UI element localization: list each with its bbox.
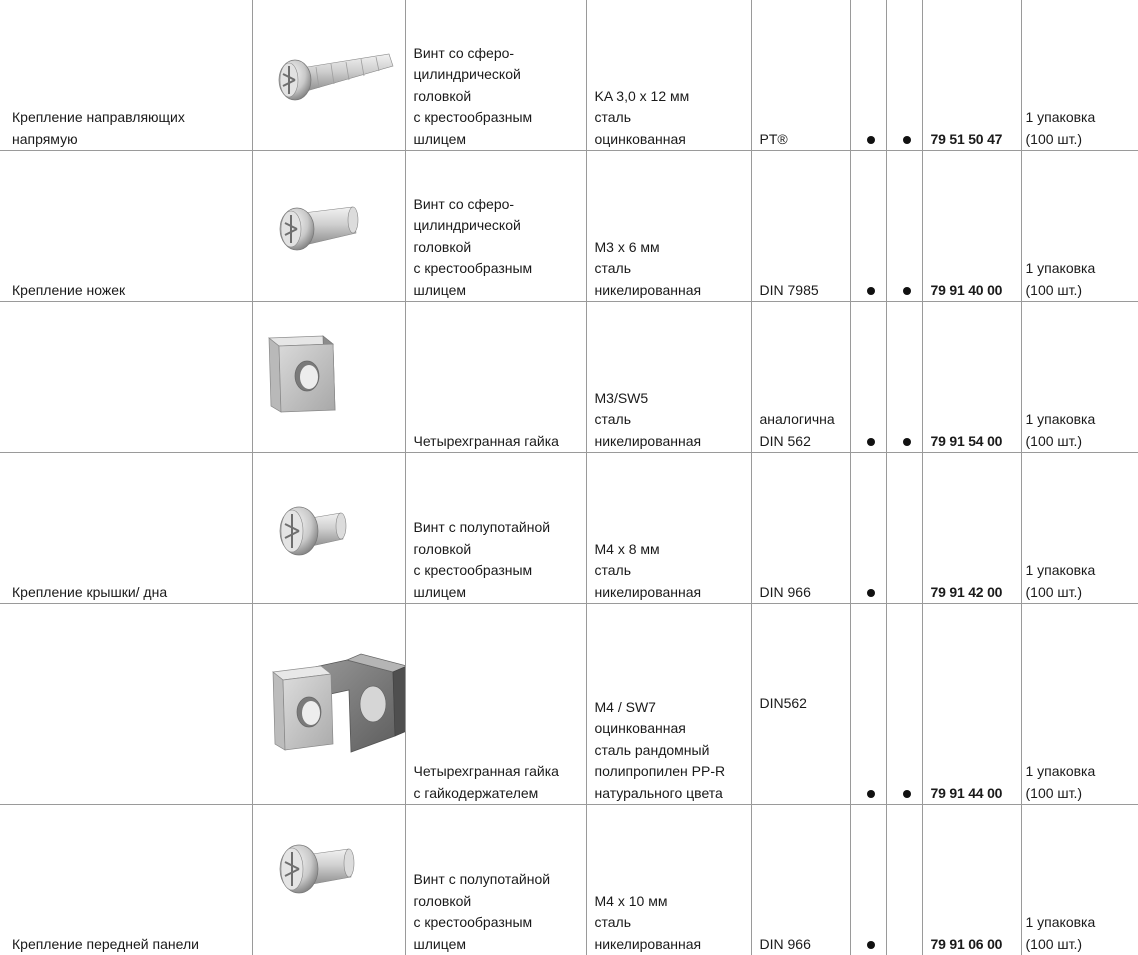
dot-cell [886,805,922,955]
packaging-cell: 1 упаковка (100 шт.) [1021,302,1138,453]
usage-cell: Крепление крышки/ дна [0,453,252,604]
bullet-icon [867,589,875,597]
article-number-cell: 79 91 06 00 [922,805,1021,955]
usage-cell: Крепление передней панели [0,805,252,955]
product-name-cell: Винт с полупотайной головкой с крестообразным шлицем [405,453,586,604]
square-nut-with-holder-icon [261,626,406,783]
table-row [0,302,1138,453]
dot-cell [850,453,886,604]
pan-head-screw-short-icon [261,173,406,280]
image-cell [252,302,405,453]
spec-cell: M3/SW5 сталь никелированная [586,302,751,453]
dot-cell [850,805,886,955]
usage-cell [0,604,252,805]
image-cell [252,0,405,151]
bullet-icon [867,438,875,446]
packaging-cell: 1 упаковка (100 шт.) [1021,805,1138,955]
dot-cell [850,0,886,151]
countersunk-screw-icon [261,475,406,582]
bullet-icon [867,941,875,949]
standard-cell: аналогична DIN 562 [751,302,850,453]
packaging-cell: 1 упаковка (100 шт.) [1021,151,1138,302]
bullet-icon [903,790,911,798]
article-number-cell: 79 91 42 00 [922,453,1021,604]
bullet-icon [867,287,875,295]
article-number-cell: 79 91 44 00 [922,604,1021,805]
packaging-cell: 1 упаковка (100 шт.) [1021,604,1138,805]
square-nut-icon [261,324,406,431]
table-row [0,604,1138,805]
usage-cell [0,302,252,453]
table-row [0,453,1138,604]
product-name-cell: Винт со сферо- цилиндрической головкой с крестообразным шлицем [405,151,586,302]
bullet-icon [903,438,911,446]
standard-cell: DIN 966 [751,453,850,604]
article-number-cell: 79 51 50 47 [922,0,1021,151]
bullet-icon [867,136,875,144]
product-name-cell: Четырехгранная гайка с гайкодержателем [405,604,586,805]
dot-cell [850,604,886,805]
bullet-icon [867,790,875,798]
bullet-icon [903,287,911,295]
image-cell [252,453,405,604]
usage-cell: Крепление ножек [0,151,252,302]
dot-cell [886,453,922,604]
image-cell [252,151,405,302]
packaging-cell: 1 упаковка (100 шт.) [1021,453,1138,604]
dot-cell [886,151,922,302]
pan-head-screw-long-icon [261,22,406,129]
article-number-cell: 79 91 40 00 [922,151,1021,302]
table-row [0,805,1138,955]
standard-cell: PT® [751,0,850,151]
standard-cell: DIN 7985 [751,151,850,302]
dot-cell [850,151,886,302]
product-name-cell: Четырехгранная гайка [405,302,586,453]
spec-cell: M4 x 10 мм сталь никелированная [586,805,751,955]
spec-cell: M3 x 6 мм сталь никелированная [586,151,751,302]
dot-cell [886,604,922,805]
image-cell [252,604,405,805]
spec-cell: KA 3,0 x 12 мм сталь оцинкованная [586,0,751,151]
table-row [0,0,1138,151]
spec-cell: M4 / SW7 оцинкованная сталь рандомный полипропилен PP-R натурального цвета [586,604,751,805]
table-row [0,151,1138,302]
dot-cell [850,302,886,453]
dot-cell [886,302,922,453]
bullet-icon [903,136,911,144]
usage-cell: Крепление направляющих напрямую [0,0,252,151]
image-cell [252,805,405,955]
article-number-cell: 79 91 54 00 [922,302,1021,453]
countersunk-screw-icon [261,827,406,934]
product-name-cell: Винт со сферо- цилиндрической головкой с крестообразным шлицем [405,0,586,151]
spec-cell: M4 x 8 мм сталь никелированная [586,453,751,604]
dot-cell [886,0,922,151]
standard-cell: DIN562 [751,604,850,805]
standard-cell: DIN 966 [751,805,850,955]
product-name-cell: Винт с полупотайной головкой с крестообразным шлицем [405,805,586,955]
packaging-cell: 1 упаковка (100 шт.) [1021,0,1138,151]
